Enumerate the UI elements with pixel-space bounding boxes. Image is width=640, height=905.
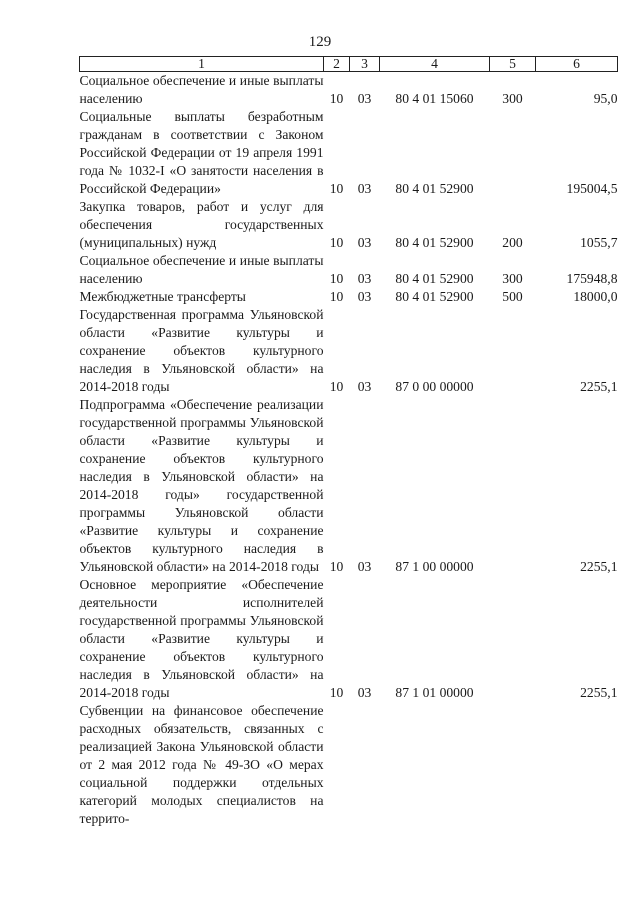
target-article-code: 80 4 01 52900 <box>395 271 474 286</box>
col-header-6: 6 <box>536 57 618 72</box>
amount: 2255,1 <box>580 559 618 574</box>
row-description: Межбюджетные трансферты <box>79 289 246 304</box>
target-article-code: 80 4 01 52900 <box>395 235 474 250</box>
subsection-code: 03 <box>357 271 372 286</box>
page-number: 129 <box>308 34 332 50</box>
section-code: 10 <box>329 181 344 196</box>
expense-type-code <box>490 306 536 396</box>
col-header-1: 1 <box>80 57 324 72</box>
expense-type-code: 300 <box>502 271 523 286</box>
table-row <box>80 576 618 702</box>
target-article-code <box>380 702 490 828</box>
section-code: 10 <box>329 91 344 106</box>
expense-type-code <box>490 702 536 828</box>
amount: 1055,7 <box>580 235 618 250</box>
subsection-code: 03 <box>357 379 372 394</box>
row-description: Социальные выплаты безработным гражданам в соответствии с Законом Российской Федерации от 19 апреля 1991 года № 1032-I «О занятости населения в Российской Федерации» <box>79 109 324 196</box>
col-header-4: 4 <box>380 57 490 72</box>
section-code: 10 <box>329 559 344 574</box>
row-description: Закупка товаров, работ и услуг для обеспечения государственных (муниципальных) нужд <box>79 199 324 250</box>
table-row <box>80 108 618 198</box>
amount: 175948,8 <box>566 271 618 286</box>
subsection-code: 03 <box>357 91 372 106</box>
expense-type-code: 300 <box>502 91 523 106</box>
row-description: Социальное обеспечение и иные выплаты населению <box>79 73 324 106</box>
row-description: Государственная программа Ульяновской области «Развитие культуры и сохранение объектов культурного наследия в Ульяновской области» на 2014-2018 годы <box>79 307 324 394</box>
target-article-code: 80 4 01 52900 <box>395 289 474 304</box>
subsection-code: 03 <box>357 559 372 574</box>
budget-table <box>79 56 618 828</box>
row-description: Подпрограмма «Обеспечение реализации государственной программы Ульяновской области «Развитие культуры и сохранение объектов культурного наследия в Ульяновской области» на 2014-2018 годы» государственной программы Ульяновской области «Развитие культуры и сохранение объектов культурного наследия в Ульяновской области» на 2014-2018 годы <box>79 397 324 574</box>
amount: 2255,1 <box>580 379 618 394</box>
col-header-3: 3 <box>350 57 380 72</box>
subsection-code <box>350 702 380 828</box>
section-code: 10 <box>329 379 344 394</box>
expense-type-code: 200 <box>502 235 523 250</box>
table-row <box>80 306 618 396</box>
header-row <box>80 57 618 72</box>
subsection-code: 03 <box>357 235 372 250</box>
section-code: 10 <box>329 271 344 286</box>
target-article-code: 80 4 01 52900 <box>395 181 474 196</box>
section-code: 10 <box>329 685 344 700</box>
target-article-code: 87 1 01 00000 <box>395 685 474 700</box>
target-article-code: 87 0 00 00000 <box>395 379 474 394</box>
row-description: Субвенции на финансовое обеспечение расходных обязательств, связанных с реализацией Закона Ульяновской области от 2 мая 2012 года № 49-ЗО «О мерах социальной поддержки отдельных категорий молодых специалистов на террито- <box>79 703 324 826</box>
amount: 195004,5 <box>566 181 618 196</box>
row-description: Социальное обеспечение и иные выплаты населению <box>79 253 324 286</box>
subsection-code: 03 <box>357 181 372 196</box>
subsection-code: 03 <box>357 685 372 700</box>
section-code: 10 <box>329 235 344 250</box>
table-row <box>80 702 618 828</box>
table-row <box>80 252 618 288</box>
expense-type-code <box>490 396 536 576</box>
section-code <box>324 702 350 828</box>
expense-type-code: 500 <box>502 289 523 304</box>
table-row <box>80 198 618 252</box>
amount: 18000,0 <box>573 289 618 304</box>
row-description: Основное мероприятие «Обеспечение деятельности исполнителей государственной программы Ульяновской области «Развитие культуры и сохранение объектов культурного наследия в Ульяновской области» на 2014-2018 годы <box>79 577 324 700</box>
subsection-code: 03 <box>357 289 372 304</box>
table-body <box>80 72 618 829</box>
amount: 2255,1 <box>580 685 618 700</box>
expense-type-code <box>490 108 536 198</box>
expense-type-code <box>490 576 536 702</box>
amount <box>536 702 618 828</box>
table-row <box>80 72 618 109</box>
col-header-5: 5 <box>490 57 536 72</box>
table-header <box>80 57 618 72</box>
amount: 95,0 <box>593 91 618 106</box>
section-code: 10 <box>329 289 344 304</box>
table-row <box>80 288 618 306</box>
col-header-2: 2 <box>324 57 350 72</box>
table-row <box>80 396 618 576</box>
target-article-code: 87 1 00 00000 <box>395 559 474 574</box>
target-article-code: 80 4 01 15060 <box>395 91 474 106</box>
